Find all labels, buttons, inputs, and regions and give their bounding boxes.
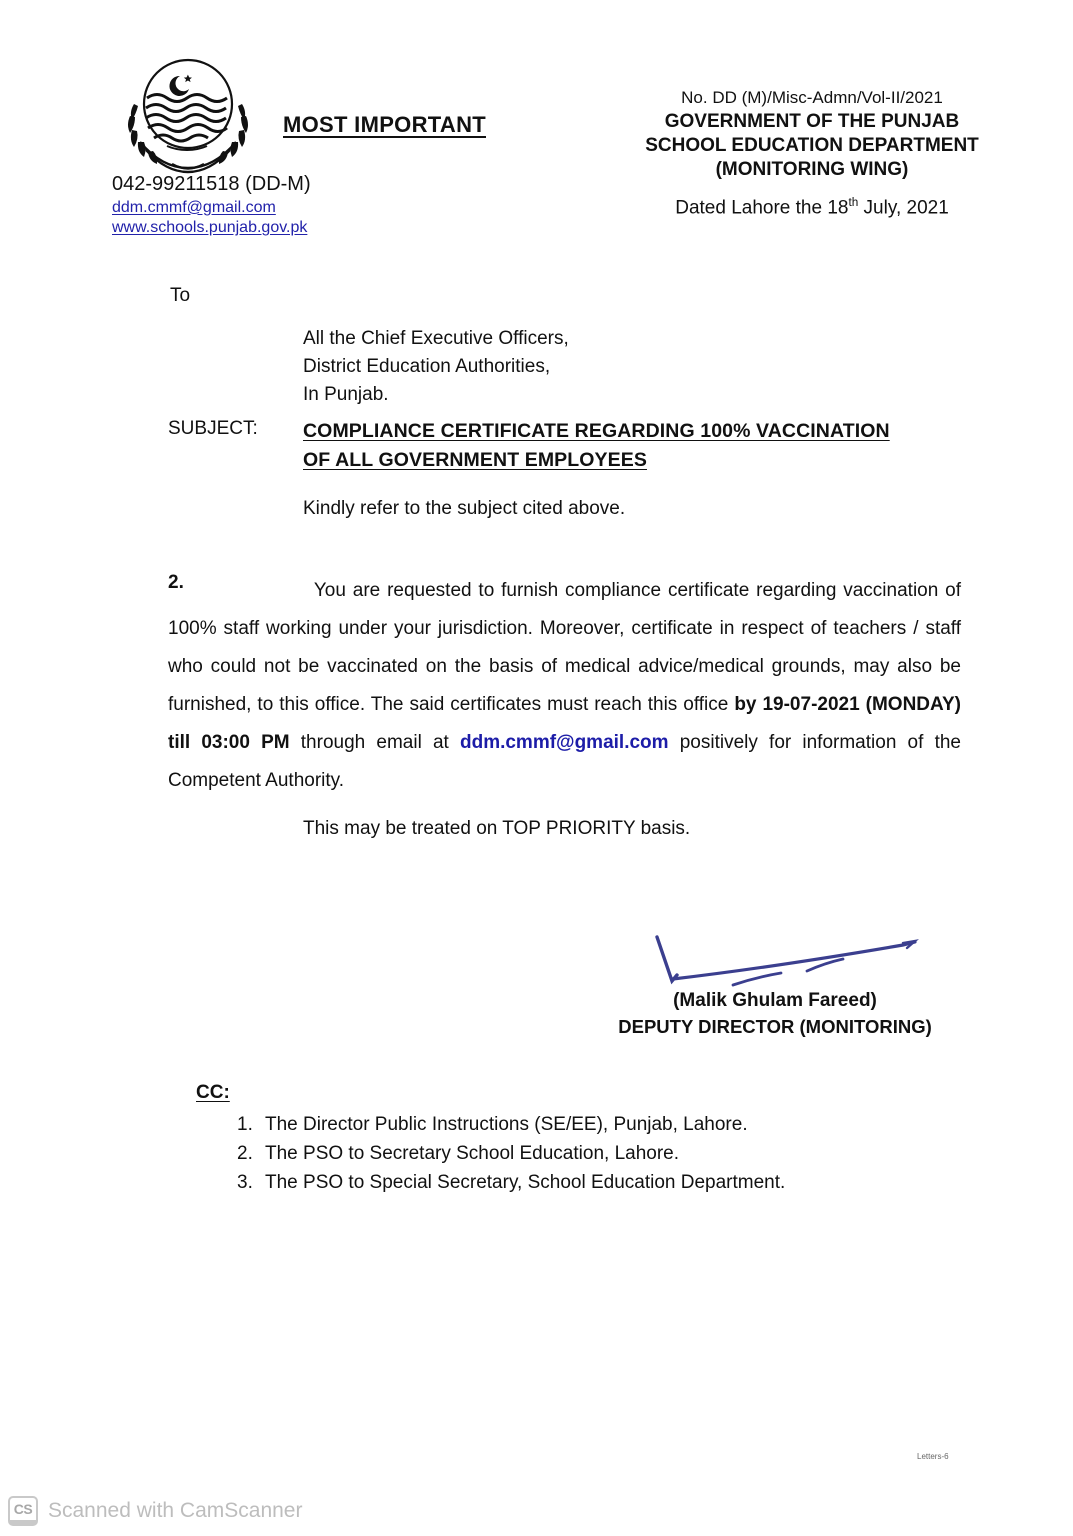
list-item: [237, 1168, 785, 1197]
dated-prefix: Dated Lahore the 18: [675, 197, 849, 219]
cc-item-text: The PSO to Secretary School Education, Lahore.: [265, 1143, 680, 1165]
dated-suffix: July, 2021: [858, 197, 949, 219]
list-item: [237, 1139, 785, 1168]
refer-line: Kindly refer to the subject cited above.: [303, 498, 626, 519]
cc-label: CC:: [196, 1082, 230, 1103]
office-phone: 042-99211518 (DD-M): [112, 173, 311, 195]
reference-and-organisation-block: [612, 88, 1012, 181]
subject-text: [303, 417, 965, 476]
camscanner-logo-icon: CS: [8, 1496, 38, 1526]
contact-block: [112, 172, 311, 239]
organisation-line-2: SCHOOL EDUCATION DEPARTMENT: [645, 134, 979, 156]
organisation-line-3: (MONITORING WING): [715, 158, 909, 180]
camscanner-watermark: [8, 1496, 302, 1526]
signatory-name: (Malik Ghulam Fareed): [673, 990, 877, 1011]
body-text-part-1: You are requested to furnish compliance certificate regarding vaccination of 100% staff working under your jurisdiction. Moreover, certificate in respect of teachers / staff who could not be vaccinated on the basis of medical advice/medical grounds, may also be furnished, to this office. The said certificates must reach this office: [168, 580, 961, 715]
priority-line: This may be treated on TOP PRIORITY basis.: [303, 818, 691, 839]
to-label: To: [170, 285, 191, 306]
letters-reference: Letters-6: [917, 1452, 949, 1461]
cc-item-text: The Director Public Instructions (SE/EE), Punjab, Lahore.: [265, 1114, 748, 1135]
body-text-part-2: through email at: [289, 732, 460, 753]
signatory-title: DEPUTY DIRECTOR (MONITORING): [618, 1016, 932, 1037]
cc-list: [237, 1110, 785, 1197]
cc-item-number: 1.: [237, 1114, 253, 1135]
cc-item-number: 2.: [237, 1143, 253, 1165]
body-email-address[interactable]: ddm.cmmf@gmail.com: [459, 732, 669, 753]
paragraph-number: 2.: [168, 572, 184, 593]
handwritten-signature-icon: [585, 915, 945, 995]
list-item: [237, 1110, 785, 1139]
dated-ordinal-suffix: th: [848, 196, 859, 209]
addressee-line: All the Chief Executive Officers,: [303, 328, 569, 349]
most-important-heading: MOST IMPORTANT: [283, 112, 486, 137]
cc-item-number: 3.: [237, 1172, 253, 1194]
cc-item-text: The PSO to Special Secretary, School Education Department.: [265, 1172, 786, 1194]
addressee-line: District Education Authorities,: [303, 356, 551, 378]
office-website-link[interactable]: www.schools.punjab.gov.pk: [112, 219, 308, 237]
camscanner-label: Scanned with CamScanner: [48, 1499, 303, 1522]
addressee-block: [303, 325, 569, 409]
subject-label: SUBJECT:: [168, 418, 258, 439]
dated-line: [612, 196, 1012, 219]
organisation-line-1: GOVERNMENT OF THE PUNJAB: [664, 111, 960, 132]
body-paragraph: [168, 572, 961, 800]
body-text-part-3: positively for information of the Competent Authority.: [168, 732, 961, 791]
office-email-link[interactable]: ddm.cmmf@gmail.com: [112, 198, 276, 216]
punjab-government-emblem-icon: [112, 46, 264, 176]
subject-line-2: OF ALL GOVERNMENT EMPLOYEES: [303, 449, 647, 472]
body-deadline-bold: by 19-07-2021 (MONDAY) till 03:00 PM: [168, 694, 961, 753]
reference-number: No. DD (M)/Misc-Admn/Vol-II/2021: [681, 88, 943, 107]
subject-line-1: COMPLIANCE CERTIFICATE REGARDING 100% VACCINATION: [303, 420, 890, 442]
addressee-line: In Punjab.: [303, 384, 389, 406]
